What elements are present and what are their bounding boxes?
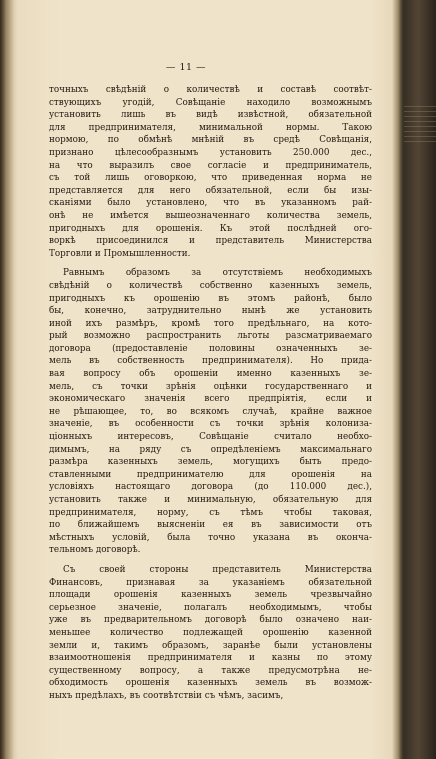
text-line: ставленными предпринимателю для орошенія на xyxy=(49,469,372,480)
text-line: представляется для него обязательной, если бы изы- xyxy=(49,185,372,196)
text-line: рый возможно распространить льготы разсматриваемаго xyxy=(49,331,372,342)
paragraph xyxy=(49,84,372,260)
text-line: на что выразилъ свое согласіе и предприниматель, xyxy=(49,160,372,171)
text-line: земли и, такимъ образомъ, заранѣе были установлены xyxy=(49,640,372,651)
text-line: мѣстныхъ условій, была точно указана въ оконча- xyxy=(49,532,372,543)
text-line: меньшее количество подлежащей орошенію казенной xyxy=(49,627,372,638)
text-line: размѣра казенныхъ земель, могущихъ быть предо- xyxy=(49,457,372,468)
text-line: нормою, по обмѣнѣ мнѣній въ средѣ Совѣщанія, xyxy=(49,135,372,146)
text-line: сканіями было установлено, что въ указанномъ рай- xyxy=(49,198,372,209)
text-line: пригодныхъ къ орошенію въ этомъ районѣ, было xyxy=(49,293,372,304)
paragraph xyxy=(49,267,372,557)
text-line: обходимость орошенія казенныхъ земель въ возмож- xyxy=(49,678,372,689)
text-line: онѣ не имѣется вышеозначеннаго количества земель, xyxy=(49,210,372,221)
text-line: иной ихъ размѣръ, кромѣ того предѣльнаго, на кото- xyxy=(49,318,372,329)
text-line: условіяхъ настоящаго договора (до 110.000 дес.), xyxy=(49,482,372,493)
text-line: пригодныхъ для орошенія. Къ этой послѣдней ого- xyxy=(49,223,372,234)
text-line: предпринимателя, норму, съ тѣмъ чтобы таковая, xyxy=(49,507,372,518)
text-line: съ той лишь оговоркою, что приведенная норма не xyxy=(49,173,372,184)
text-line: Съ своей стороны представитель Министерства xyxy=(63,564,372,575)
text-line: Равнымъ образомъ за отсутствіемъ необходимыхъ xyxy=(63,268,372,279)
text-line: уже въ предварительномъ договорѣ было означено наи- xyxy=(49,615,372,626)
text-line: существенному вопросу, а также предусмотрѣна не- xyxy=(49,665,372,676)
text-line: ныхъ предѣлахъ, въ соотвѣтствіи съ чѣмъ, засимъ, xyxy=(49,690,284,701)
text-line: мель, съ точки зрѣнія оцѣнки государственнаго и xyxy=(49,381,372,392)
text-line: для предпринимателя, минимальной нормы. Такою xyxy=(49,122,372,133)
text-line: бы, конечно, затруднительно нынѣ же установить xyxy=(49,306,372,317)
text-line: точныхъ свѣдѣній о количествѣ и составѣ соотвѣт- xyxy=(49,85,372,95)
text-line: тельномъ договорѣ. xyxy=(49,545,141,556)
text-line: договора (предоставленіе половины означенныхъ зе- xyxy=(49,343,372,354)
paragraph-gap xyxy=(49,260,372,267)
text-line: димымъ, на ряду съ опредѣленіемъ максимальнаго xyxy=(49,444,372,455)
text-line: экономическаго значенія всего предпріятія, если и xyxy=(49,394,372,405)
text-line: не рѣшающее, то, во всякомъ случаѣ, крайне важное xyxy=(49,406,372,417)
text-line: вая вопросу объ орошеніи именно казенныхъ зе- xyxy=(49,369,372,380)
text-line: Торговли и Промышленности. xyxy=(49,248,191,259)
paragraph xyxy=(49,564,372,703)
text-line: ствующихъ угодій, Совѣщаніе находило возможнымъ xyxy=(49,97,372,108)
text-line: установить лишь въ видѣ извѣстной, обязательной xyxy=(49,110,372,121)
text-line: взаимоотношенія предпринимателя и казны по этому xyxy=(49,653,372,664)
page-number: — 11 — xyxy=(165,62,207,73)
text-line: установить также и минимальную, обязательную для xyxy=(49,495,372,505)
bleed-through-text xyxy=(404,106,436,146)
text-line: по ближайшемъ выясненіи ея въ зависимости отъ xyxy=(49,520,372,531)
text-line: ціонныхъ интересовъ, Совѣщаніе считало необхо- xyxy=(49,432,372,443)
body-text xyxy=(49,84,372,703)
book-spine-shadow xyxy=(0,0,14,759)
text-line: площади орошенія казенныхъ земель чрезвычайно xyxy=(49,590,372,601)
text-line: Финансовъ, признавая за указаніемъ обязательной xyxy=(49,577,372,588)
text-line: серьезное значеніе, полагалъ необходимымъ, чтобы xyxy=(49,602,372,613)
paragraph-gap xyxy=(49,557,372,564)
text-line: признано цѣлесообразнымъ установить 250.000 дес., xyxy=(49,147,372,158)
text-line: значеніе, въ особенности съ точки зрѣнія колониза- xyxy=(49,419,372,430)
text-line: свѣдѣній о количествѣ собственно казенныхъ земель, xyxy=(49,280,372,291)
text-line: мель въ собственность предпринимателя). Но прида- xyxy=(49,356,372,367)
text-line: воркѣ присоединился и представитель Министерства xyxy=(49,236,372,247)
